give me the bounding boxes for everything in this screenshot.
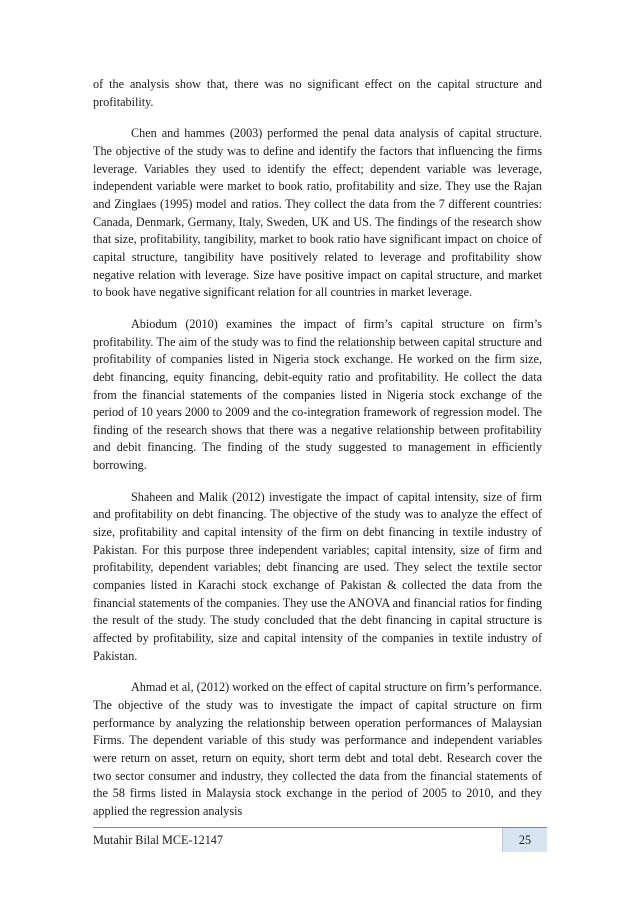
footer-author: Mutahir Bilal MCE-12147 xyxy=(93,833,223,847)
paragraph-shaheen-malik: Shaheen and Malik (2012) investigate the impact of capital intensity, size of firm and profitability on debt financing. The objective of the study was to analyze the effect of size, profitability and capital intensity of the firm on debt financing in textile industry of Pakistan. For this purpose three independent variables; capital intensity, size of firm and profitability, dependent variables; debt financing are used. They select the textile sector companies listed in Karachi stock exchange of Pakistan & collected the data from the financial statements of the companies. They use the ANOVA and financial ratios for finding the result of the study. The study concluded that the debt financing in capital structure is affected by profitability, size and capital intensity of the companies in textile industry of Pakistan. xyxy=(93,489,542,663)
page-body xyxy=(93,76,542,835)
paragraph-abiodum: Abiodum (2010) examines the impact of firm’s capital structure on firm’s profitability. The aim of the study was to find the relationship between capital structure and profitability of companies listed in Nigeria stock exchange. He worked on the firm size, debt financing, equity financing, debit-equity ratio and profitability. He collect the data from the financial statements of the companies listed in Nigeria stock exchange of the period of 10 years 2000 to 2009 and the co-integration framework of regression model. The finding of the research shows that there was a negative relationship between profitability and debit financing. The finding of the study suggested to management in efficiently borrowing. xyxy=(93,316,542,473)
paragraph-chen-hammes: Chen and hammes (2003) performed the penal data analysis of capital structure. The objective of the study was to define and identify the factors that influencing the firms leverage. Variables they used to identify the effect; dependent variable was leverage, independent variable were market to book ratio, profitability and size. They use the Rajan and Zinglaes (1995) model and ratios. They collect the data from the 7 different countries: Canada, Denmark, Germany, Italy, Sweden, UK and US. The findings of the research show that size, profitability, tangibility, market to book ratio have significant impact on choice of capital structure, tangibility have positively related to leverage and profitability show negative relation with leverage. Size have positive impact on capital structure, and market to book have negative significant relation for all countries in market leverage. xyxy=(93,126,542,300)
page-number: 25 xyxy=(502,828,547,852)
paragraph-continuation: of the analysis show that, there was no significant effect on the capital structure and profitability. xyxy=(93,77,542,109)
paragraph-ahmad: Ahmad et al, (2012) worked on the effect of capital structure on firm’s performance. The objective of the study was to investigate the impact of capital structure on firm performance by analyzing the relationship between operation performances of Malaysian Firms. The dependent variable of this study was performance and independent variables were return on asset, return on equity, short term debt and total debt. Research cover the two sector consumer and industry, they collected the data from the financial statements of the 58 firms listed in Malaysia stock exchange in the period of 2005 to 2010, and they applied the regression analysis xyxy=(93,680,542,818)
page-footer xyxy=(93,827,547,850)
